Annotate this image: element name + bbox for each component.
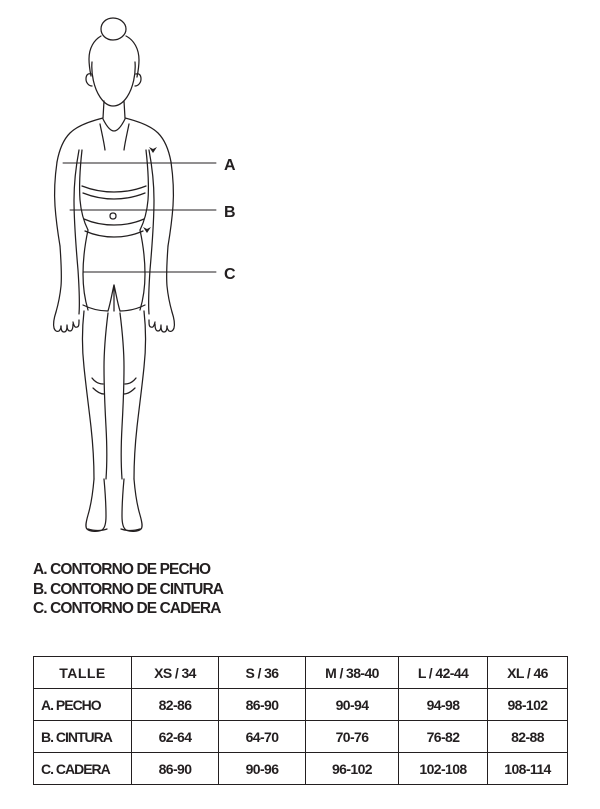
header-s: S / 36	[219, 657, 306, 689]
cell-cadera-s: 90-96	[219, 753, 306, 785]
table-header-row	[34, 657, 568, 689]
cell-cintura-xl: 82-88	[488, 721, 568, 753]
header-l: L / 42-44	[399, 657, 488, 689]
label-a: A	[224, 157, 236, 174]
cell-cintura-s: 64-70	[219, 721, 306, 753]
cell-cadera-xl: 108-114	[488, 753, 568, 785]
legend-line-b: B. CONTORNO DE CINTURA	[33, 580, 224, 598]
cell-cadera-xs: 86-90	[132, 753, 219, 785]
header-m: M / 38-40	[306, 657, 399, 689]
table-row	[34, 689, 568, 721]
label-b: B	[224, 204, 236, 221]
cell-pecho-s: 86-90	[219, 689, 306, 721]
cell-cintura-xs: 62-64	[132, 721, 219, 753]
legend-line-a: A. CONTORNO DE PECHO	[33, 561, 211, 578]
table-row	[34, 721, 568, 753]
measurement-legend	[33, 560, 433, 619]
header-xs: XS / 34	[132, 657, 219, 689]
table-row	[34, 753, 568, 785]
cell-pecho-xs: 82-86	[132, 689, 219, 721]
cell-pecho-m: 90-94	[306, 689, 399, 721]
cell-pecho-l: 94-98	[399, 689, 488, 721]
cell-cintura-m: 70-76	[306, 721, 399, 753]
size-chart-table	[33, 656, 568, 785]
row-label-pecho: A. PECHO	[34, 689, 132, 721]
legend-line-c: C. CONTORNO DE CADERA	[33, 600, 221, 617]
cell-cadera-m: 96-102	[306, 753, 399, 785]
header-talle: TALLE	[34, 657, 132, 689]
header-xl: XL / 46	[488, 657, 568, 689]
row-label-cintura: B. CINTURA	[34, 721, 132, 753]
cell-cintura-l: 76-82	[399, 721, 488, 753]
cell-pecho-xl: 98-102	[488, 689, 568, 721]
row-label-cadera: C. CADERA	[34, 753, 132, 785]
label-c: C	[224, 266, 236, 283]
cell-cadera-l: 102-108	[399, 753, 488, 785]
